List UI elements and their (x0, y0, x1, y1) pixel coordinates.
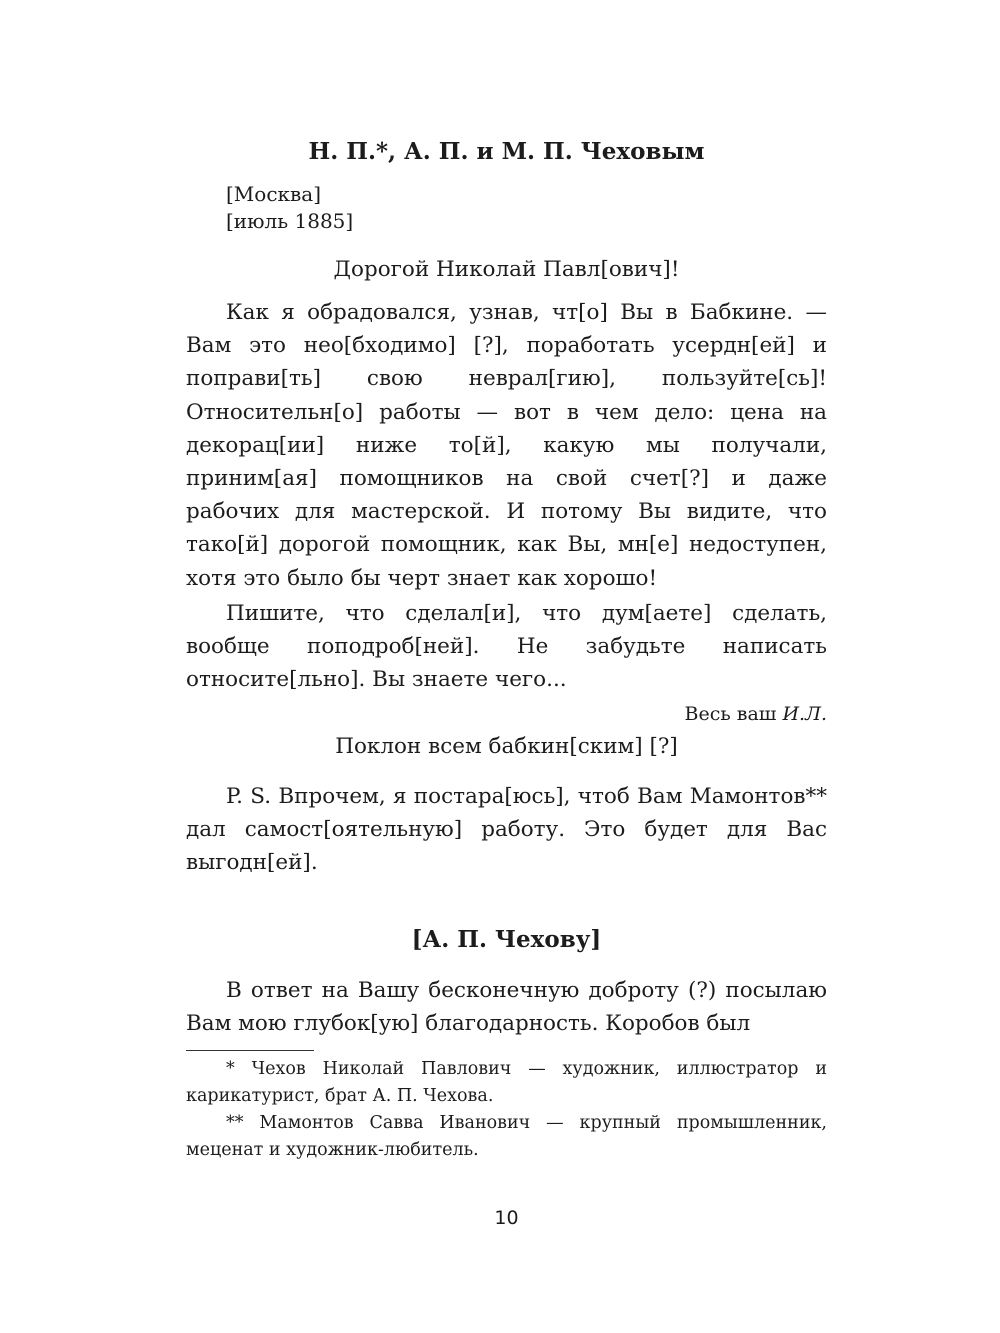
signature-text: Весь ваш (684, 703, 783, 725)
letter-1-paragraph-1: Как я обрадовался, узнав, чт[о] Вы в Бабкине. — Вам это нео[бходимо] [?], поработать усердн[ей] и поправи[ть] свою неврал[гию], пользуйте[сь]! Относительн[о] работы — вот в чем дело: цена на декорац[ии] ниже то[й], какую мы получали, приним[ая] помощников на свой счет[?] и даже рабочих для мастерской. И потому Вы видите, что тако[й] дорогой помощник, как Вы, мн[е] недоступен, хотя это было бы черт знает как хорошо! (186, 300, 827, 591)
footnote-2: ** Мамонтов Савва Иванович — крупный промышленник, меценат и художник-любитель. (186, 1113, 827, 1160)
letter-2-paragraph-block (186, 974, 827, 1040)
letter-1-paragraph-2-block (186, 597, 827, 697)
letter-1-postscript-block (186, 780, 827, 880)
signature-initials: И.Л. (782, 703, 827, 725)
letter-1-place: [Москва] (226, 182, 322, 206)
letter-2-paragraph: В ответ на Вашу бесконечную доброту (?) посылаю Вам мою глубок[ую] благодарность. Коробов был (186, 978, 827, 1037)
letter-1-postscript: P. S. Впрочем, я постара[юсь], чтоб Вам Мамонтов** дал самост[оятельную] работу. Это будет для Вас выгодн[ей]. (186, 784, 827, 876)
letter-1-date: [июль 1885] (226, 209, 354, 233)
letter-1-bow: Поклон всем бабкин[ским] [?] (335, 734, 678, 759)
footnote-1: * Чехов Николай Павлович — художник, иллюстратор и карикатурист, брат А. П. Чехова. (186, 1059, 827, 1106)
footnotes (186, 1056, 827, 1164)
letter-1-salutation: Дорогой Николай Павл[ович]! (333, 257, 680, 282)
letter-1-signature (685, 700, 827, 728)
page-number: 10 (494, 1207, 519, 1229)
letter-1-place-date (226, 181, 353, 235)
letter-1-heading: Н. П.*, А. П. и М. П. Чеховым (308, 138, 705, 165)
letter-2-heading: [А. П. Чехову] (411, 926, 602, 953)
letter-1-paragraph-2: Пишите, что сделал[и], что дум[аете] сделать, вообще поподроб[ней]. Не забудьте написать относите[льно]. Вы знаете чего... (186, 601, 827, 693)
letter-1-paragraph-1-block (186, 296, 827, 595)
footnote-divider (186, 1050, 314, 1051)
